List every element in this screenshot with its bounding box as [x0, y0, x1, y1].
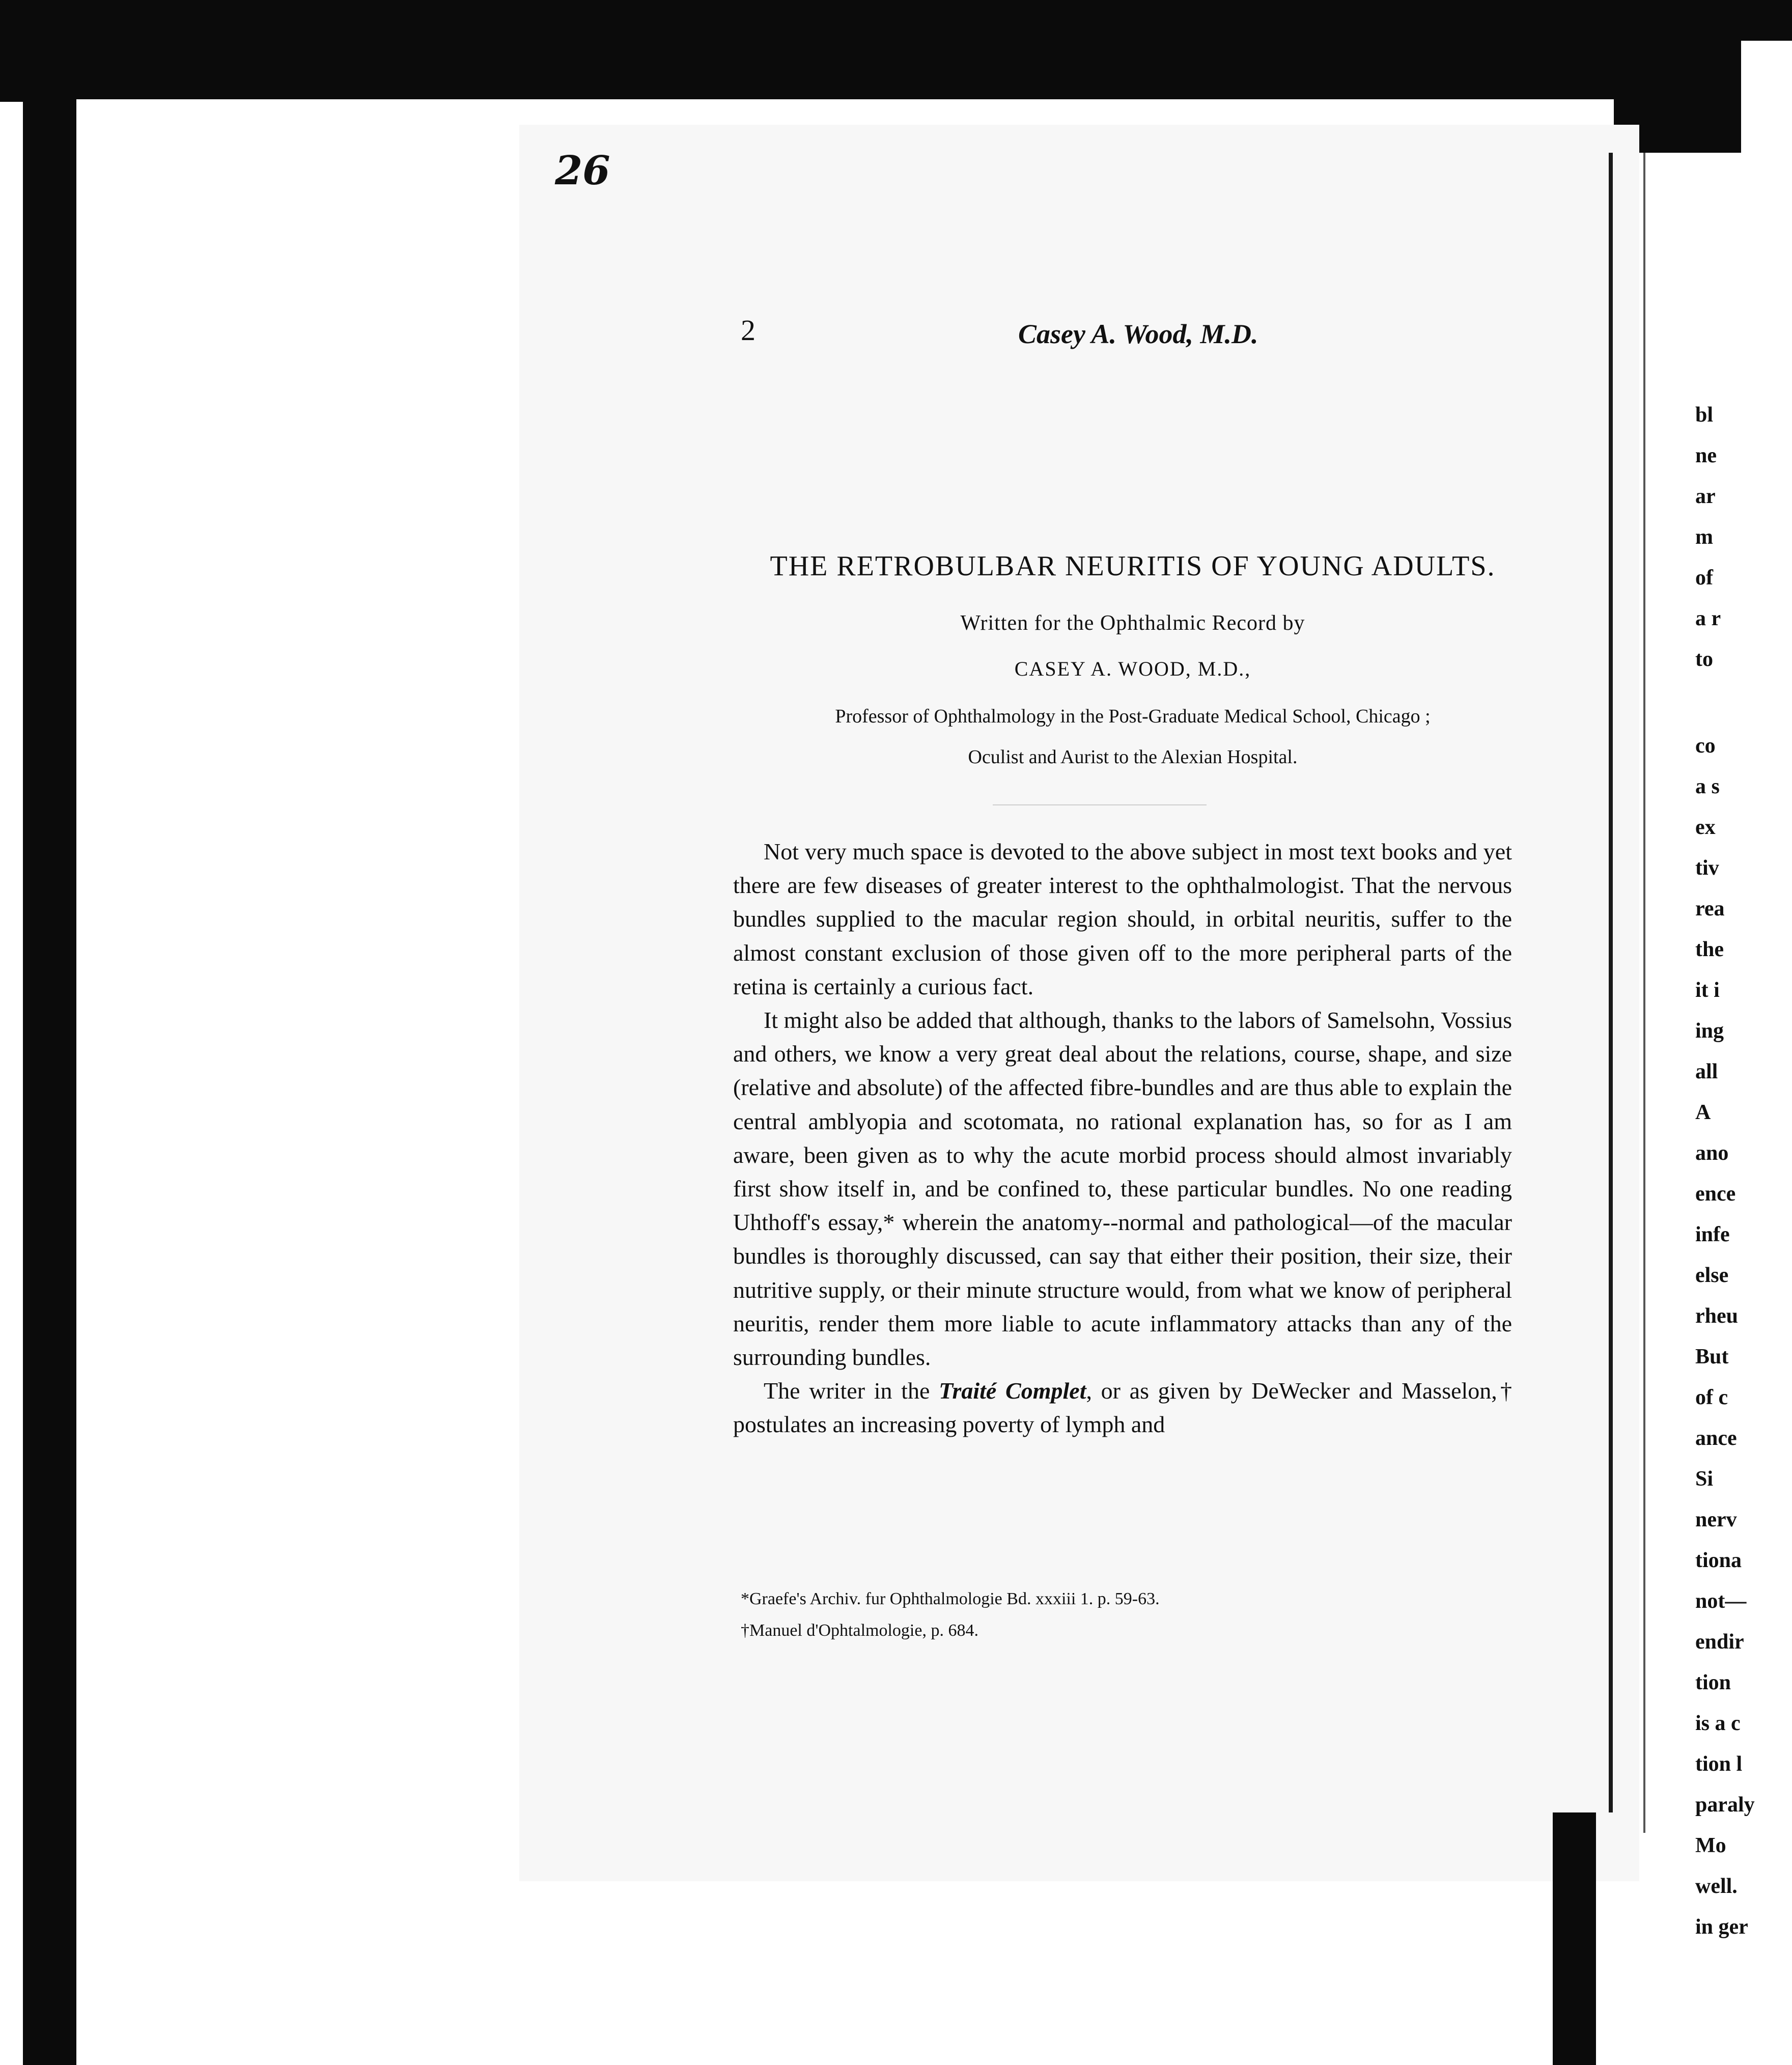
footnote: *Graefe's Archiv. fur Ophthalmologie Bd. xxxiii 1. p. 59-63. [741, 1589, 1160, 1608]
facing-line: infe [1695, 1223, 1730, 1246]
author-affiliation: Oculist and Aurist to the Alexian Hospital. [968, 746, 1298, 768]
facing-line: co [1695, 734, 1716, 758]
facing-line: it i [1695, 979, 1720, 1002]
author-affiliation: Professor of Ophthalmology in the Post-Graduate Medical School, Chicago ; [835, 706, 1431, 727]
running-header-author: Casey A. Wood, M.D. [1018, 319, 1258, 349]
footnote: †Manuel d'Ophtalmologie, p. 684. [741, 1621, 978, 1640]
facing-line: tiona [1695, 1549, 1742, 1572]
paragraph-text: , or as given by DeWecker and Masselon,† postulates an increasing poverty of lymph and [733, 1378, 1512, 1438]
facing-line: a r [1695, 607, 1721, 630]
facing-line: ing [1695, 1019, 1724, 1043]
facing-line: ano [1695, 1141, 1729, 1165]
facing-line: tion l [1695, 1752, 1743, 1776]
facing-line: endir [1695, 1630, 1744, 1654]
scan-gutter-shadow [1553, 1812, 1596, 2065]
facing-line: ar [1695, 485, 1716, 508]
facing-line: else [1695, 1264, 1729, 1287]
next-page-corner [1741, 41, 1792, 163]
facing-line: nerv [1695, 1508, 1737, 1531]
facing-line: m [1695, 525, 1713, 549]
previous-page-edge [0, 102, 23, 2065]
facing-line: A [1695, 1101, 1711, 1124]
footnotes [741, 1583, 1504, 1647]
facing-line: paraly [1695, 1793, 1755, 1817]
facing-line: in ger [1695, 1915, 1748, 1939]
facing-line: to [1695, 648, 1713, 671]
facing-line: ex [1695, 816, 1716, 839]
facing-line: ance [1695, 1427, 1737, 1450]
facing-line: bl [1695, 403, 1714, 427]
page-number: 2 [741, 314, 755, 347]
facing-line: rheu [1695, 1304, 1738, 1328]
facing-line: is a c [1695, 1712, 1741, 1735]
book-title-italic: Traité Complet [939, 1378, 1086, 1404]
article-subtitle: Written for the Ophthalmic Record by [960, 611, 1305, 635]
facing-line: a s [1695, 775, 1720, 798]
paragraph: Not very much space is devoted to the above subject in most text books and yet there are few diseases of greater interest to the ophthalmologist. That the nervous bundles supplied to the macular region should, in orbital neuritis, suffer to the almost constant exclusion of those given off to the more peripheral parts of the retina is certainly a curious fact. [733, 839, 1512, 999]
paragraph-text: The writer in the [764, 1378, 939, 1404]
facing-line: But [1695, 1345, 1729, 1369]
facing-gap [1695, 680, 1792, 725]
facing-line: well. [1695, 1875, 1738, 1898]
facing-line: of [1695, 566, 1713, 590]
facing-line: tion [1695, 1671, 1731, 1694]
article-body [733, 835, 1512, 1442]
handwritten-page-mark: 26 [555, 148, 610, 194]
facing-line: all [1695, 1060, 1718, 1083]
facing-line: ence [1695, 1182, 1736, 1206]
facing-line: Si [1695, 1467, 1714, 1491]
facing-line: rea [1695, 897, 1725, 920]
facing-line: the [1695, 938, 1724, 961]
facing-line: Mo [1695, 1834, 1726, 1857]
article-title: THE RETROBULBAR NEURITIS OF YOUNG ADULTS. [770, 550, 1496, 582]
paragraph: It might also be added that although, thanks to the labors of Samelsohn, Vossius and others, we know a very great deal about the relations, course, shape, and size (relative and absolute) of the affected fibre-bundles and are thus able to explain the central amblyopia and scotomata, no rational explanation has, so for as I am aware, been given as to why the acute morbid process should almost invariably first show itself in, and be confined to, these particular bundles. No one reading Uhthoff's essay,* wherein the anatomy--normal and pathological—of the macular bundles is thoroughly discussed, can say that either their position, their size, their nutritive supply, or their minute structure would, from what we know of peripheral neuritis, render them more liable to acute inflammatory attacks than any of the surrounding bundles. [733, 1007, 1512, 1371]
facing-line: of c [1695, 1386, 1728, 1409]
article-author: CASEY A. WOOD, M.D., [1014, 657, 1251, 680]
facing-page-text [1695, 395, 1792, 1947]
facing-line: not— [1695, 1589, 1747, 1613]
page-gutter-line [1609, 153, 1613, 1812]
facing-line: ne [1695, 444, 1717, 467]
paragraph [733, 1374, 1512, 1441]
facing-line: tiv [1695, 856, 1719, 880]
scan-border-top [0, 0, 1792, 102]
title-divider [993, 804, 1207, 805]
